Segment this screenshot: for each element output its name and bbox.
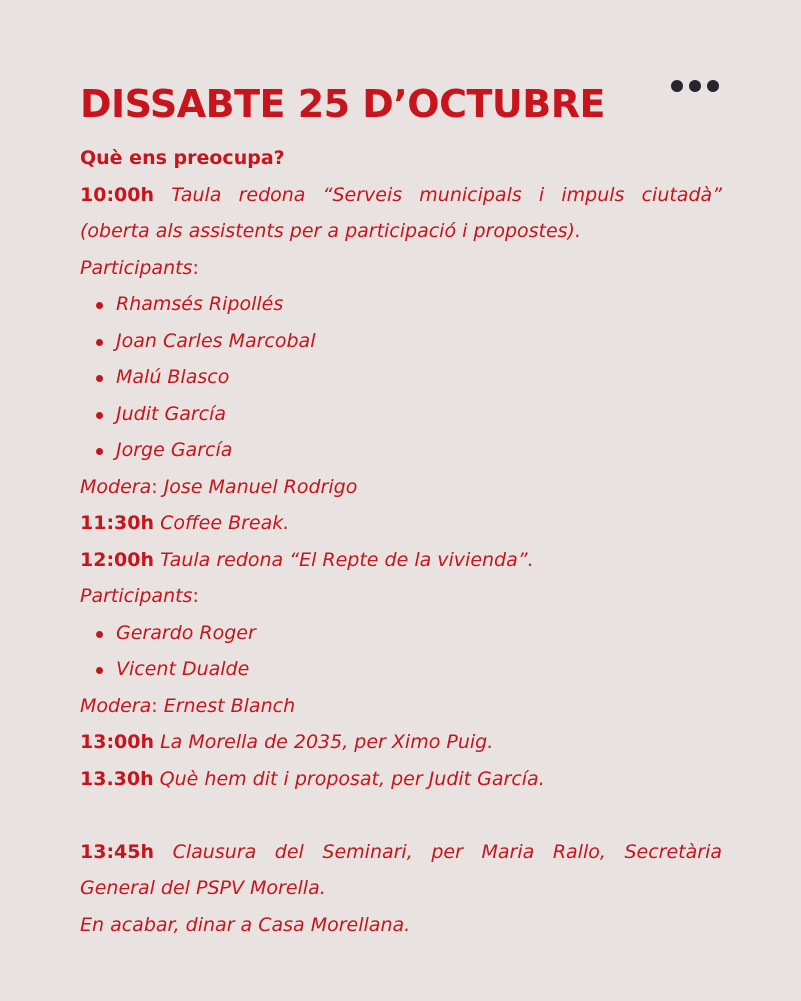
- list-item: Vicent Dualde: [80, 651, 722, 688]
- closing-line-3: En acabar, dinar a Casa Morellana.: [80, 913, 411, 936]
- session-text: Clausura del Seminari, per Maria Rallo, Secretària: [172, 840, 722, 863]
- participants-heading: [80, 578, 722, 615]
- page-title: DISSABTE 25 D’OCTUBRE: [80, 82, 605, 126]
- session-time: 12:00h: [80, 548, 155, 571]
- session-text: Taula redona “Serveis municipals i impuls ciutadà”: [171, 183, 722, 206]
- session-time: 13.30h: [80, 767, 154, 790]
- session-3: [80, 542, 722, 579]
- session-4: [80, 724, 722, 761]
- moderator-line: [80, 469, 722, 506]
- participants-heading: [80, 250, 722, 287]
- list-item: Malú Blasco: [80, 359, 722, 396]
- closing-line-1: [80, 834, 722, 871]
- list-item: Gerardo Roger: [80, 615, 722, 652]
- dot: [689, 80, 701, 92]
- colon: :: [192, 256, 199, 279]
- list-item: Rhamsés Ripollés: [80, 286, 722, 323]
- more-dots-icon[interactable]: [671, 80, 719, 92]
- moderator-label: Modera: [80, 475, 152, 498]
- session-text: La Morella de 2035, per Ximo Puig.: [160, 731, 494, 753]
- moderator-name: Ernest Blanch: [163, 694, 296, 717]
- colon: :: [151, 694, 158, 717]
- session-text: Què hem dit i proposat, per Judit García.: [159, 767, 545, 790]
- moderator-label: Modera: [80, 694, 152, 717]
- participants-label: Participants: [80, 585, 193, 607]
- colon: :: [151, 475, 158, 498]
- dot: [671, 80, 683, 92]
- session-time: 13:45h: [80, 840, 155, 863]
- session-time: 13:00h: [80, 731, 155, 753]
- session-text: Taula redona “El Repte de la vivienda”.: [160, 548, 534, 571]
- participants-list: [80, 615, 722, 688]
- list-item: Jorge García: [80, 432, 722, 469]
- dot: [707, 80, 719, 92]
- schedule: [80, 140, 722, 943]
- session-1-line-1: [80, 177, 722, 214]
- moderator-line: [80, 688, 722, 725]
- moderator-name: Jose Manuel Rodrigo: [163, 475, 358, 498]
- closing-line-2: General del PSPV Morella.: [80, 877, 326, 899]
- session-text: Coffee Break.: [160, 512, 290, 534]
- session-5: [80, 761, 722, 798]
- session-1-line-2: (oberta als assistents per a participació i propostes).: [80, 220, 582, 242]
- subtitle: Què ens preocupa?: [80, 147, 285, 169]
- participants-label: Participants: [80, 256, 193, 279]
- participants-list: [80, 286, 722, 469]
- session-2: [80, 505, 722, 542]
- spacer: [80, 797, 722, 834]
- list-item: Joan Carles Marcobal: [80, 323, 722, 360]
- colon: :: [192, 585, 199, 607]
- list-item: Judit García: [80, 396, 722, 433]
- session-time: 11:30h: [80, 512, 155, 534]
- session-time: 10:00h: [80, 183, 155, 206]
